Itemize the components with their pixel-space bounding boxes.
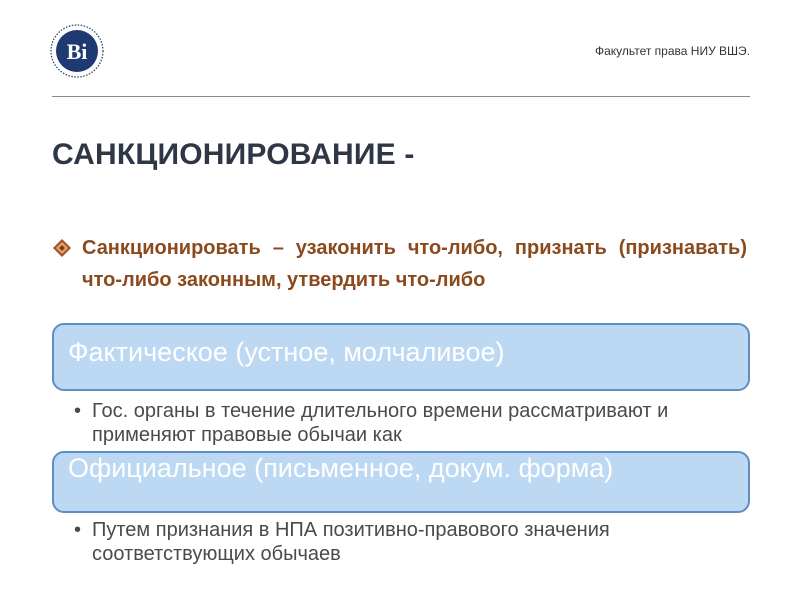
type-detail-factual-text: Гос. органы в течение длительного времени рассматривают и применяют правовые обычаи как <box>92 400 669 446</box>
type-detail-factual <box>74 399 734 447</box>
faculty-header: Факультет права НИУ ВШЭ. <box>594 44 750 58</box>
type-box-factual: Фактическое (устное, молчаливое) <box>52 323 750 391</box>
type-detail-official <box>74 518 734 566</box>
type-detail-official-text: Путем признания в НПА позитивно-правового значения соответствующих обычаев <box>92 519 610 565</box>
definition-text: Санкционировать – узаконить что-либо, признать (признавать) что-либо законным, утвердить что-либо <box>82 237 747 291</box>
hse-logo <box>50 24 104 78</box>
diamond-bullet-icon <box>52 238 72 258</box>
bullet-dot: • <box>74 400 82 422</box>
header-divider <box>52 96 750 97</box>
svg-text:Ві: Ві <box>66 39 88 64</box>
bullet-dot: • <box>74 519 82 541</box>
slide-title: САНКЦИОНИРОВАНИЕ - <box>52 138 415 171</box>
type-box-official: Официальное (письменное, докум. форма) <box>52 451 750 513</box>
